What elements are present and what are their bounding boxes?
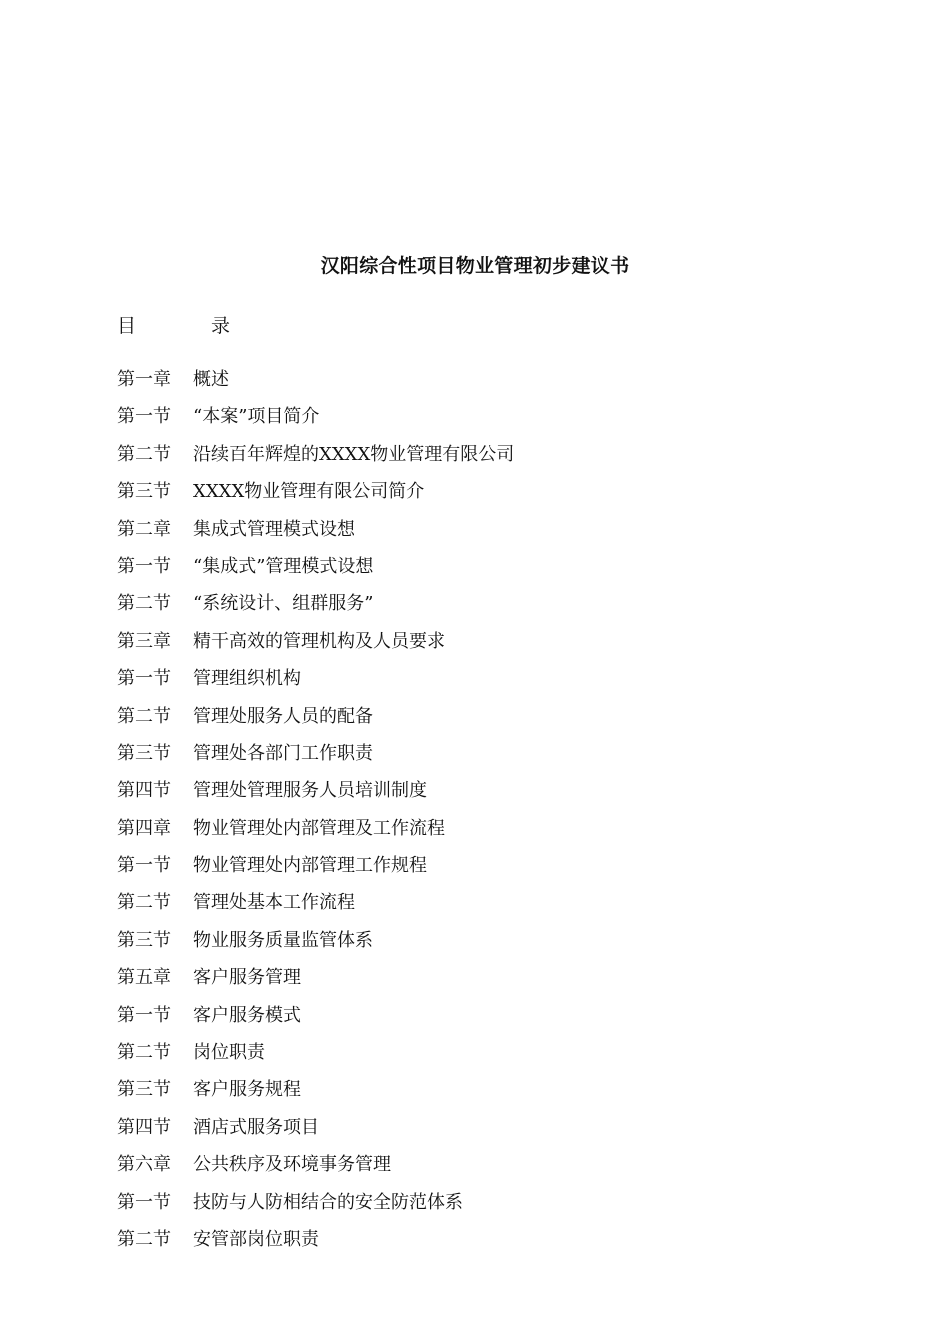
toc-entry-number: 第三章 — [117, 630, 171, 652]
toc-entry-title: 酒店式服务项目 — [193, 1116, 319, 1138]
toc-entry-title: 精干高效的管理机构及人员要求 — [193, 630, 445, 652]
toc-entry — [117, 1115, 514, 1152]
toc-entry-title: 集成式管理模式设想 — [193, 518, 355, 540]
toc-entry — [117, 1077, 514, 1114]
toc-entry — [117, 1003, 514, 1040]
toc-entry — [117, 591, 514, 628]
toc-entry-title: 技防与人防相结合的安全防范体系 — [193, 1191, 463, 1213]
document-title: 汉阳综合性项目物业管理初步建议书 — [320, 255, 630, 277]
toc-entry-number: 第二节 — [117, 443, 171, 465]
toc-entry-number: 第三节 — [117, 742, 171, 764]
toc-entry-title: “系统设计、组群服务” — [193, 593, 374, 615]
toc-entry — [117, 1190, 514, 1227]
toc-entry-number: 第三节 — [117, 481, 171, 503]
toc-entry-number: 第五章 — [117, 967, 171, 989]
toc-entry — [117, 704, 514, 741]
toc-entry-title: XXXX物业管理有限公司简介 — [193, 481, 425, 503]
toc-entry-title: “本案”项目简介 — [193, 406, 320, 428]
toc-entry-number: 第二章 — [117, 518, 171, 540]
toc-entry-title: 岗位职责 — [193, 1042, 265, 1064]
toc-entry-title: 客户服务管理 — [193, 967, 301, 989]
toc-entry-number: 第二节 — [117, 1228, 171, 1250]
toc-entry-number: 第二节 — [117, 705, 171, 727]
toc-entry — [117, 778, 514, 815]
toc-entry — [117, 1152, 514, 1189]
toc-entry-number: 第二节 — [117, 892, 171, 914]
toc-entry-title: 沿续百年辉煌的XXXX物业管理有限公司 — [193, 443, 515, 465]
toc-entry-number: 第二节 — [117, 593, 171, 615]
toc-entry — [117, 629, 514, 666]
toc-entry — [117, 965, 514, 1002]
toc-entry — [117, 816, 514, 853]
toc-entry — [117, 1040, 514, 1077]
toc-entry-number: 第三节 — [117, 929, 171, 951]
toc-entry — [117, 404, 514, 441]
table-of-contents — [117, 367, 514, 1264]
toc-entry-title: “集成式”管理模式设想 — [193, 555, 374, 577]
toc-entry-title: 管理处基本工作流程 — [193, 892, 355, 914]
toc-entry-number: 第一节 — [117, 1004, 171, 1026]
toc-entry-title: 安管部岗位职责 — [193, 1228, 319, 1250]
toc-entry-number: 第一节 — [117, 406, 171, 428]
toc-heading: 目 录 — [117, 315, 259, 337]
toc-entry — [117, 890, 514, 927]
toc-entry-title: 物业服务质量监管体系 — [193, 929, 373, 951]
toc-entry-number: 第二节 — [117, 1042, 171, 1064]
toc-entry-number: 第一节 — [117, 1191, 171, 1213]
toc-entry-number: 第一节 — [117, 555, 171, 577]
toc-entry-number: 第一节 — [117, 855, 171, 877]
toc-entry — [117, 1227, 514, 1264]
toc-entry — [117, 741, 514, 778]
toc-entry-title: 管理组织机构 — [193, 668, 301, 690]
toc-entry — [117, 479, 514, 516]
toc-entry-title: 物业管理处内部管理及工作流程 — [193, 817, 445, 839]
toc-entry-title: 管理处各部门工作职责 — [193, 742, 373, 764]
toc-entry-title: 客户服务模式 — [193, 1004, 301, 1026]
toc-entry — [117, 367, 514, 404]
toc-entry-number: 第四节 — [117, 780, 171, 802]
toc-entry-title: 物业管理处内部管理工作规程 — [193, 855, 427, 877]
toc-entry — [117, 666, 514, 703]
toc-entry-number: 第一节 — [117, 668, 171, 690]
toc-entry — [117, 442, 514, 479]
toc-entry-number: 第四节 — [117, 1116, 171, 1138]
toc-entry-title: 概述 — [193, 369, 229, 390]
toc-entry-title: 管理处管理服务人员培训制度 — [193, 780, 427, 802]
toc-entry — [117, 517, 514, 554]
toc-entry — [117, 853, 514, 890]
toc-entry-number: 第一章 — [117, 369, 171, 390]
toc-entry-number: 第三节 — [117, 1079, 171, 1101]
toc-entry-number: 第六章 — [117, 1154, 171, 1176]
toc-entry-number: 第四章 — [117, 817, 171, 839]
toc-entry-title: 客户服务规程 — [193, 1079, 301, 1101]
toc-entry — [117, 928, 514, 965]
toc-entry-title: 管理处服务人员的配备 — [193, 705, 373, 727]
toc-entry-title: 公共秩序及环境事务管理 — [193, 1154, 391, 1176]
toc-entry — [117, 554, 514, 591]
